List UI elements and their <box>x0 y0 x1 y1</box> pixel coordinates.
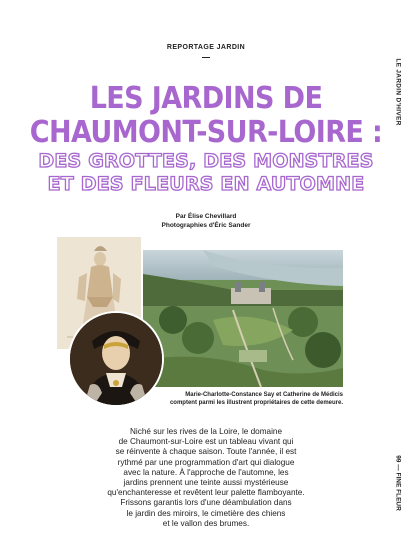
headline-main <box>0 82 412 149</box>
headline-line-2: CHAUMONT-SUR-LOIRE : <box>29 114 383 150</box>
folio-label: 99 — FINE FLEUR <box>394 455 402 511</box>
headline-line-1: LES JARDINS DE <box>89 81 323 116</box>
aerial-photo-chateau <box>143 250 343 387</box>
lead-line: avec la nature. À l'approche de l'automne, les <box>123 467 289 477</box>
headline-sub <box>0 150 412 196</box>
lead-line: le jardin des miroirs, le cimetière des chiens <box>126 508 286 518</box>
byline <box>0 212 412 230</box>
lead-line: Frissons garantis lors d'une déambulation dans <box>120 498 292 508</box>
lead-paragraph <box>90 427 322 529</box>
lead-line: de Chaumont-sur-Loire est un tableau vivant qui <box>118 437 294 447</box>
headline-line-3: DES GROTTES, DES MONSTRES <box>38 150 374 172</box>
lead-line: rythmé par une programmation d'art qui dialogue <box>117 457 295 467</box>
lead-line: et le vallon des brumes. <box>162 518 250 528</box>
kicker-divider <box>202 57 210 58</box>
photo-caption <box>150 391 343 407</box>
side-rubric-label: LE JARDIN D'HIVER <box>394 58 402 126</box>
lead-line: qu'enchanteresse et revêtent leur palette flamboyante. <box>107 488 305 498</box>
page-folio <box>392 448 404 518</box>
byline-author: Par Élise Chevillard <box>175 213 237 220</box>
lead-line: jardins prennent une teinte aussi mystérieuse <box>123 478 289 488</box>
byline-photos: Photographies d'Éric Sander <box>161 222 251 229</box>
caption-line-2: comptent parmi les illustrent propriétaires de cette demeure. <box>169 400 343 406</box>
lead-line: Niché sur les rives de la Loire, le domaine <box>130 427 282 436</box>
section-kicker: REPORTAGE JARDIN <box>166 44 246 51</box>
headline-line-4: ET DES FLEURS EN AUTOMNE <box>47 173 365 195</box>
lead-line: se réinvente à chaque saison. Toute l'année, il est <box>115 447 297 457</box>
caption-line-1: Marie-Charlotte-Constance Say et Catherine de Médicis <box>185 392 343 398</box>
